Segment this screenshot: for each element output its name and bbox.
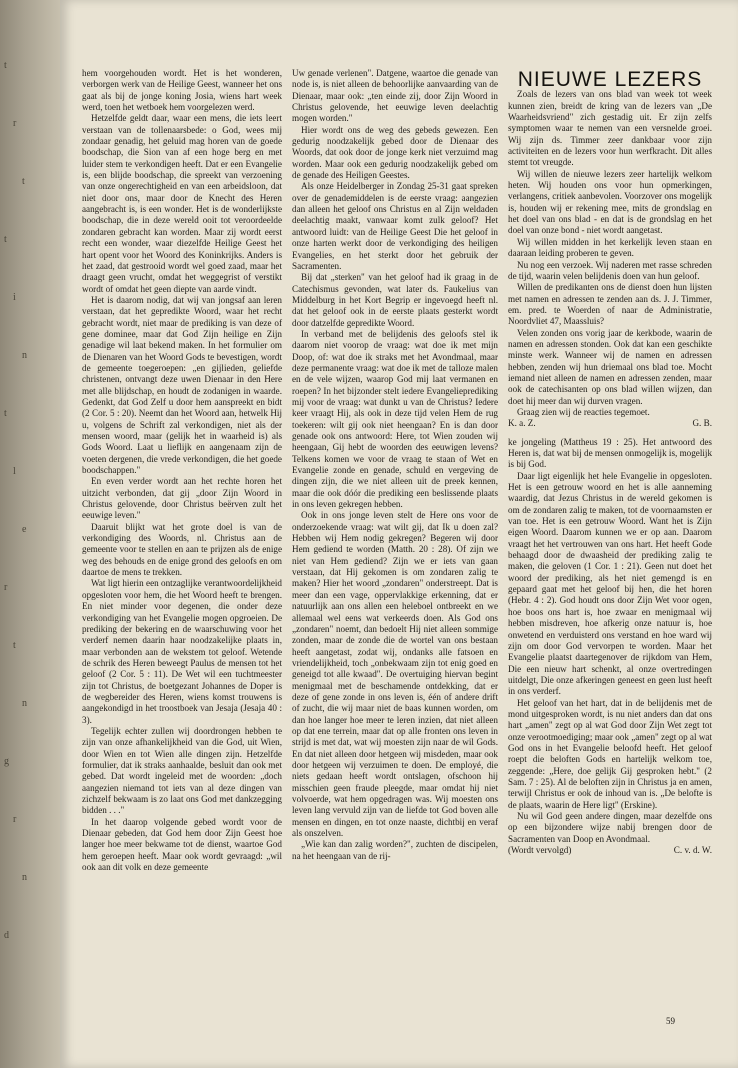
to-be-continued: (Wordt vervolgd) xyxy=(508,845,572,856)
paragraph: Wij willen de nieuwe lezers zeer hartelijk welkom heten. Wij houden ons voor hun opmerkingen, verlangens, critiek aanbevolen. Voorzover ons mogelijk is, houden wij er rekening mee, mits de grondslag en het doel van ons blad - en dat is de grondslag en het doel van onze bond - niet wordt aangetast. xyxy=(508,168,712,236)
article-end-line xyxy=(508,845,712,856)
magazine-page xyxy=(60,0,738,1068)
paragraph: Velen zonden ons vorig jaar de kerkbode, waarin de namen en adressen stonden. Ook dat kan een geschikte minste werk. Wanneer wij de namen en adressen hebben, zenden wij hun driemaal ons blad toe. Mocht iemand niet alleen de namen en adressen zenden, maar ook de catechisanten op ons blad willen wijzen, dan doet hij meer dan wij durven vragen. xyxy=(508,327,712,406)
gutter-letter: g xyxy=(4,756,9,767)
gutter-letter: d xyxy=(4,930,9,941)
paragraph: Het is daarom nodig, dat wij van jongsaf aan leren verstaan, dat het gepredikte Woord, waar het recht gebracht wordt, niet maar de prediking is van deze of gene dominee, maar dat God Zijn heilige en Zijn genadige wil laat bekend maken. In het formulier om de Dienaren van het Woord Gods te bevestigen, wordt de gemeente toegeroepen: „en gijlieden, geliefde christenen, ontvangt deze uwen Dienaar in den Here met alle blijdschap, en houdt de zodanigen in waarde. Gedenkt, dat God Zelf u door hem aanspreekt en bidt (2 Cor. 5 : 20). Neemt dan het Woord aan, hetwelk Hij u, volgens de Schrift zal verkondigen, niet als der mensen woord, maar (gelijk het in waarheid is) als Gods Woord. Laat u lieflijk en aangenaam zijn de voeten dergenen, die vrede verkondigen, die het goede boodschappen." xyxy=(82,294,282,476)
paragraph: In verband met de belijdenis des geloofs stel ik daarom niet voorop de vraag: wat doe ik met mijn Doop, of: wat doe ik straks met het Avondmaal, maar deze permanente vraag: wat doe ik met de talloze malen en de vele wijzen, waarop God mij laat vermanen en roepen? In het bijzonder stelt iedere Evangelieprediking mij voor de vraag: wat dunkt u van de Christus? Iedere keer vraagt Hij, als ook in deze tijd velen Hem de rug toekeren: wilt gij ook niet heengaan? En is dan door genade ook ons antwoord: Here, tot Wien zouden wij heengaan, Gij hebt de woorden des eeuwigen levens? Telkens komen we voor de vraag te staan of Wet en Evangelie zonde en genade, schuld en vergeving de dingen zijn, die we niet alleen uit de preek kennen, maar die ook dóór die prediking een beslissende plaats in ons leven gekregen hebben. xyxy=(292,328,498,510)
gutter-letter: t xyxy=(4,234,7,245)
gutter-letter: t xyxy=(4,60,7,71)
paragraph: Tegelijk echter zullen wij doordrongen hebben te zijn van onze afhankelijkheid van die God, uit Wien, door Wien en tot Wien alle dingen zijn. Hetzelfde formulier, dat ik straks aanhaalde, besluit dan ook met gebed. Dat wordt ingeleid met de woorden: „doch aangezien niemand tot iets van al deze dingen van zichzelf bekwaam is zo laat ons God met dankzegging bidden . . ." xyxy=(82,725,282,816)
gutter-letter: l xyxy=(13,466,16,477)
paragraph: In het daarop volgende gebed wordt voor de Dienaar gebeden, dat God hem door Zijn Geest hoe langer hoe meer bekwame tot de dienst, waartoe God hem geroepen heeft. Maar ook wordt gevraagd: „wil ook aan dit volk en deze gemeente xyxy=(82,816,282,873)
gutter-letter: t xyxy=(22,176,25,187)
paragraph: Hetzelfde geldt daar, waar een mens, die iets leert verstaan van de tollenaarsbede: o God, wees mij zondaar genadig, het geluid mag horen van de goede boodschap, die Sion van af een hoge berg en met luider stem te verkondigen heeft. Dat er een Evangelie is, een blijde boodschap, die spreekt van verzoening van onze ongerechtigheid en van een arbeidsloon, dat niet door ons, maar door de Knecht des Heren aangebracht is, is een wonder. Het is de wonderlijkste boodschap, die in deze wereld ooit tot veroordeelde zondaren gebracht kan worden. Maar zij wordt eerst recht een wonder, waar diezelfde Heilige Geest het hart opent voor het Woord des Koninkrijks. Anders is het zaad, dat gestrooid wordt wel goed zaad, maar het draagt geen vrucht, omdat het weggegrist of verstikt wordt of omdat het geen diepte van aarde vindt. xyxy=(82,113,282,294)
gutter-letter: r xyxy=(13,814,17,825)
gutter-letter: r xyxy=(13,118,17,129)
article-column-middle xyxy=(292,68,498,862)
gutter-letter-fragments xyxy=(4,60,44,1020)
nieuwe-lezers-notice xyxy=(508,89,712,418)
paragraph: Ook in ons jonge leven stelt de Here ons voor de onderzoekende vraag: wat wilt gij, dat Ik u doen zal? Hebben wij Hem nodig gekregen? Begeren wij door Hem gediend te worden (Matth. 20 : 28). Of zijn we niet van Hem gediend? Zijn we er iets van gaan verstaan, dat Hij gekomen is om zondaren zalig te maken? Hier het woord „zondaren" onderstreept. Dat is meer dan een vage, oppervlakkige erkenning, dat er natuurlijk aan ons allen een heleboel ontbreekt en we allemaal wel eens wat verkeerds doen. Als God ons „zondaren" noemt, dan bedoelt Hij niet alleen sommige zonden, maar de zonde die de wortel van ons bestaan heeft aangetast, zodat wij, ondanks alle fatsoen en vriendelijkheid, toch „onbekwaam zijn tot enig goed en geneigd tot alle kwaad". De overtuiging hiervan begint menigmaal met de beschamende ontdekking, dat er deze of gene zonde in ons leven is, één of andere drift of zucht, die wij maar niet de baas kunnen worden, om dan hoe langer hoe meer te leren inzien, dat niet alleen op dat ene terrein, maar dat op alle fronten ons leven in strijd is met dat, wat wij moesten zijn naar de wil Gods. En dat niet alleen door hetgeen wij misdeden, maar ook door hetgeen wij verzuimen te doen. De employé, die niets gedaan heeft wordt ontslagen, ofschoon hij misschien geen fraude pleegde, maar omdat hij niet volvoerde, wat hem opgedragen was. Wij moesten ons leven lang vervuld zijn van de liefde tot God boven alle mensen en dingen, en tot onze naaste, dichtbij en veraf als onszelven. xyxy=(292,510,498,839)
paragraph: „Wie kan dan zalig worden?", zuchten de discipelen, na het heengaan van de rij- xyxy=(292,839,498,861)
paragraph: Zoals de lezers van ons blad van week tot week kunnen zien, breidt de kring van de lezers van „De Waarheidsvriend" zich gestadig uit. Er zijn zelfs symptomen waar te nemen van een versnelde groei. Wij zijn ds. Timmer zeer dankbaar voor zijn activiteiten en de lezers voor hun werfkracht. Dit alles stemt tot vreugde. xyxy=(508,89,712,168)
page-number: 59 xyxy=(666,1016,675,1026)
paragraph: Uw genade verlenen". Datgene, waartoe die genade van node is, is niet alleen de behoorlijke aanvaarding van de Dienaar, maar ook: „ten einde zij, door Zijn Woord in Christus gelovende, het eeuwige leven deelachtig mogen worden." xyxy=(292,68,498,124)
paragraph: Hier wordt ons de weg des gebeds gewezen. Een gedurig noodzakelijk gebed door de Dienaar des Woords, dat ook door de jonge kerk niet verzuimd mag worden. Maar ook een gedurig noodzakelijk gebed om de genade des Heiligen Geestes. xyxy=(292,124,498,181)
paragraph: Als onze Heidelberger in Zondag 25-31 gaat spreken over de genademiddelen is de eerste vraag: aangezien dan alleen het geloof ons Christus en al Zijn weldaden deelachtig maakt, vanwaar komt zulk geloof? Het antwoord luidt: van de Heilige Geest Die het geloof in onze harten werkt door de verkondiging des heiligen Evangelies, en het sterkt door het gebruik der Sacramenten. xyxy=(292,181,498,271)
paragraph: Bij dat „sterken" van het geloof had ik graag in de Catechismus gevonden, wat later ds. Faukelius van Middelburg in het Kort Begrip er ingevoegd heeft nl. dat het geloof ook in de eerste plaats gesterkt wordt door datzelfde gepredikte Woord. xyxy=(292,272,498,328)
signature-left: K. a. Z. xyxy=(508,418,536,429)
gutter-letter: t xyxy=(13,640,16,651)
paragraph: Wat ligt hierin een ontzaglijke verantwoordelijkheid opgesloten voor hem, die het Woord heeft te brengen. En niet minder voor degenen, die onder deze verkondiging van het Evangelie mogen opgroeien. De prediking der bekering en de waarschuwing voor het verderf nemen daarin haar noodzakelijke plaats in, maar verbonden aan de wekstem tot geloof. Wetende de schrik des Heren beweegt Paulus de mensen tot het geloof (2 Cor. 5 : 11). De Wet wil een tuchtmeester zijn tot Christus, de boetgezant Johannes de Doper is de wegbereider des Heren, wiens komst trouwens is aangekondigd in het troostboek van Jesaja (Jesaja 40 : 3). xyxy=(82,578,282,725)
article-column-left xyxy=(82,68,282,873)
article-continuation xyxy=(508,437,712,845)
gutter-letter: e xyxy=(22,524,27,535)
gutter-letter: n xyxy=(22,350,27,361)
paragraph: Graag zien wij de reacties tegemoet. xyxy=(517,406,650,417)
paragraph: Daar ligt eigenlijk het hele Evangelie in opgesloten. Het is een getrouw woord en het is alle aanneming waardig, dat Jezus Christus in de wereld gekomen is om de zondaren zalig te maken, tot de voornaamsten er van toe. Het is een getrouw Woord. Want het is Zijn eigen Woord. Daarom kunnen we er op aan. Daarom vraagt het het vertrouwen van ons hart. Het heeft Gode behaagd door de dwaasheid der prediking zalig te maken, die geloven (1 Cor. 1 : 21). Geen nut doet het woord der prediking, als het niet gemengd is en gepaard gaat met het geloof bij hen, die het horen (Hebr. 4 : 2). God houdt ons door Zijn Wet voor ogen, hoe boos ons hart is, hoe zwaar en menigmaal wij hebben misdreven, hoe afkerig onze natuur is, hoe onwetend en verduisterd ons verstand en hoe ward wij zijn om door God vervorpen te worden. Maar het Evangelie plaatst daartegenover de rijkdom van Hem, Die een nieuw hart schenkt, al onze overtredingen uitdelgt, Die onze afkeringen geneest en geen lust heeft in ons verderf. xyxy=(508,470,712,697)
paragraph: En even verder wordt aan het rechte horen het uitzicht verbonden, dat gij „door Zijn Woord in Christus gelovende, door Christus beërven zult het eeuwige leven." xyxy=(82,476,282,521)
gutter-letter: t xyxy=(4,408,7,419)
paragraph: Wij willen midden in het kerkelijk leven staan en daaraan leiding proberen te geven. xyxy=(508,236,712,259)
paragraph: Daaruit blijkt wat het grote doel is van de verkondiging des Woords, nl. Christus aan de gemeente voor te stellen en aan te prijzen als de enige weg des behouds en de enige grond des geloofs en om daartoe de mens te trekken. xyxy=(82,521,282,578)
paragraph: Willen de predikanten ons de dienst doen hun lijsten met namen en adressen te zenden aan ds. J. J. Timmer, em. pred. te Woerden of naar de Administratie, Noordvliet 47, Maassluis? xyxy=(508,282,712,327)
author-initials: C. v. d. W. xyxy=(673,845,712,856)
gutter-letter: r xyxy=(4,582,8,593)
paragraph: Het geloof van het hart, dat in de belijdenis met de mond uitgesproken wordt, is nu niet anders dan dat ons hart „amen" zegt op al wat God door Zijn Wet zegt tot onze verootmoediging; maar ook „amen" zegt op al wat God ons in het Evangelie beloofd heeft. Het geloof roept die beloften Gods en hartelijk welkom toe, zeggende: „Here, doe gelijk Gij gesproken hebt." (2 Sam. 7 : 25). Al de beloften zijn in Christus ja en amen, terwijl Christus er ook de inhoud van is. „De belofte is de plaats, waarin de Here ligt" (Erskine). xyxy=(508,697,712,810)
notice-signature xyxy=(508,418,712,429)
paragraph: Nu wil God geen andere dingen, maar dezelfde ons op een bijzondere wijze nabij brengen door de Sacramenten van Doop en Avondmaal. xyxy=(508,811,712,844)
gutter-letter: n xyxy=(22,698,27,709)
paragraph: Nu nog een verzoek. Wij naderen met rasse schreden de tijd, waarin velen belijdenis doen van hun geloof. xyxy=(508,259,712,281)
nieuwe-lezers-headline: NIEUWE LEZERS xyxy=(517,68,703,91)
gutter-letter: i xyxy=(13,292,16,303)
paragraph: ke jongeling (Mattheus 19 : 25). Het antwoord des Heren is, dat wat bij de mensen onmogelijk is, mogelijk is bij God. xyxy=(508,436,713,470)
signature-right: G. B. xyxy=(692,418,712,429)
binding-gutter xyxy=(0,0,62,1068)
paragraph: hem voorgehouden wordt. Het is het wonderen, verborgen werk van de Heilige Geest, wanneer het ons gaat als bij de jonge koning Josia, wiens hart week werd, toen het wetboek hem voorgelezen werd. xyxy=(82,68,282,113)
gutter-letter: n xyxy=(22,872,27,883)
article-column-right xyxy=(508,68,712,856)
